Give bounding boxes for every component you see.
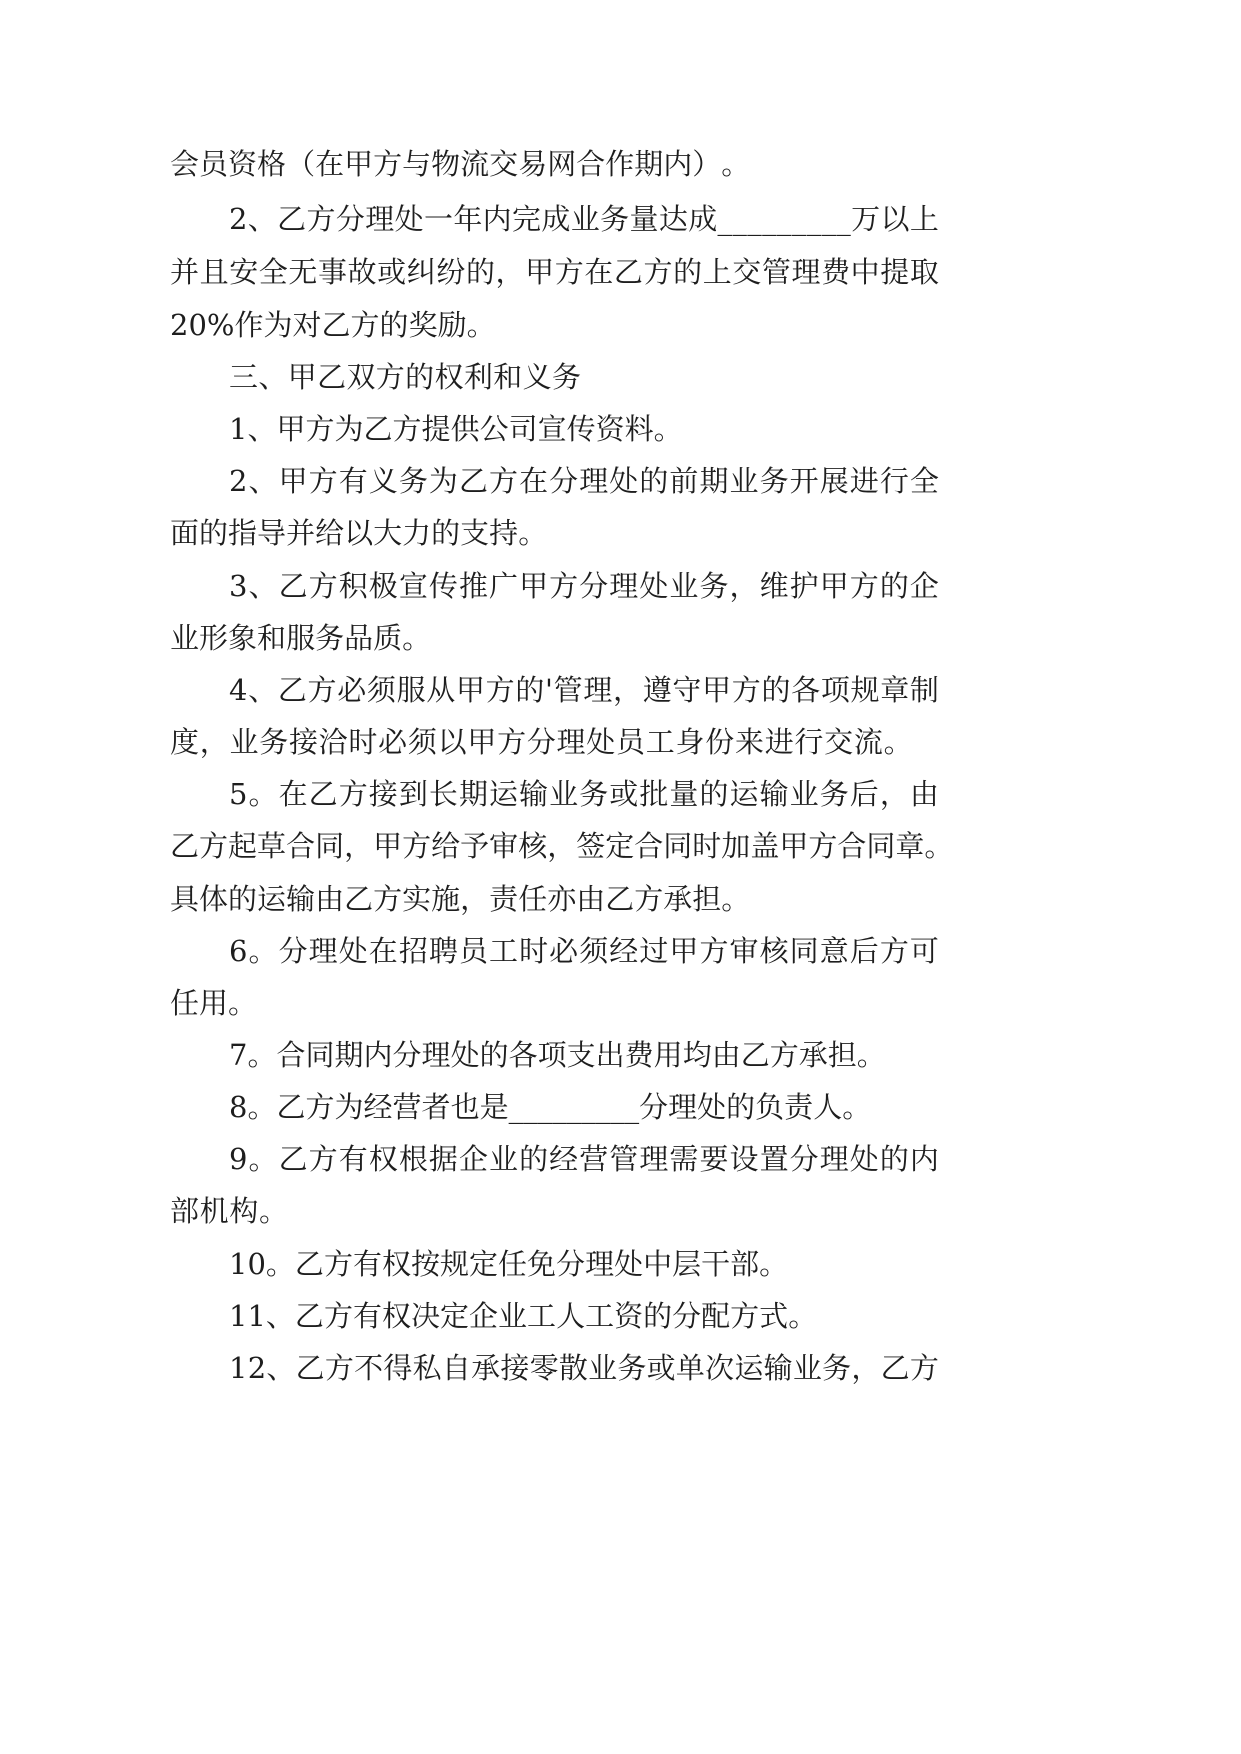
text-line: 乙 方 起 草 合 同 ， 甲 方 给 予 审 核 ， 签 定 合 同 时 加 盖 甲 方 合 同 章 。: [170, 829, 954, 863]
text-line: 7 。 合 同 期 内 分 理 处 的 各 项 支 出 费 用 均 由 乙 方 承 担 。: [229, 1038, 886, 1072]
text-line: 8 。 乙 方 为 经 营 者 也 是 _ _ _ _ _ _ _ _ _ 分 理 处 的 负 责 人 。: [229, 1090, 872, 1124]
text-line: 4 、 乙 方 必 须 服 从 甲 方 的 ' 管 理 ， 遵 守 甲 方 的 各 项 规 章 制: [229, 673, 939, 707]
text-line: 任 用 。: [170, 986, 258, 1020]
text-line: 6 。 分 理 处 在 招 聘 员 工 时 必 须 经 过 甲 方 审 核 同 意 后 方 可: [229, 934, 939, 968]
text-line: 1 、 甲 方 为 乙 方 提 供 公 司 宣 传 资 料 。: [229, 412, 683, 446]
text-line: 会 员 资 格 （ 在 甲 方 与 物 流 交 易 网 合 作 期 内 ） 。: [170, 147, 751, 181]
text-line: 5 。 在 乙 方 接 到 长 期 运 输 业 务 或 批 量 的 运 输 业 务 后 ， 由: [229, 777, 939, 811]
text-line: 2 、 乙 方 分 理 处 一 年 内 完 成 业 务 量 达 成 _ _ _ _ _ _ _ _ _ 万 以 上: [229, 202, 939, 236]
text-line: 1 2 、 乙 方 不 得 私 自 承 接 零 散 业 务 或 单 次 运 输 业 务 ， 乙 方: [229, 1351, 939, 1385]
text-line: 并 且 安 全 无 事 故 或 纠 纷 的 ， 甲 方 在 乙 方 的 上 交 管 理 费 中 提 取: [170, 255, 939, 289]
text-line: 具 体 的 运 输 由 乙 方 实 施 ， 责 任 亦 由 乙 方 承 担 。: [170, 882, 751, 916]
section-heading: 三 、 甲 乙 双 方 的 权 利 和 义 务: [229, 360, 581, 394]
text-line: 9 。 乙 方 有 权 根 据 企 业 的 经 营 管 理 需 要 设 置 分 理 处 的 内: [229, 1142, 939, 1176]
text-line: 3 、 乙 方 积 极 宣 传 推 广 甲 方 分 理 处 业 务 ， 维 护 甲 方 的 企: [229, 569, 939, 603]
text-line: 1 0 。 乙 方 有 权 按 规 定 任 免 分 理 处 中 层 干 部 。: [229, 1247, 789, 1281]
text-line: 面 的 指 导 并 给 以 大 力 的 支 持 。: [170, 516, 548, 550]
text-line: 2 0 % 作 为 对 乙 方 的 奖 励 。: [170, 308, 496, 342]
text-line: 2 、 甲 方 有 义 务 为 乙 方 在 分 理 处 的 前 期 业 务 开 展 进 行 全: [229, 464, 939, 498]
text-line: 度 ， 业 务 接 洽 时 必 须 以 甲 方 分 理 处 员 工 身 份 来 进 行 交 流 。: [170, 725, 913, 759]
text-line: 部 机 构 。: [170, 1194, 288, 1228]
text-line: 1 1 、 乙 方 有 权 决 定 企 业 工 人 工 资 的 分 配 方 式 。: [229, 1299, 818, 1333]
text-line: 业 形 象 和 服 务 品 质 。: [170, 621, 432, 655]
